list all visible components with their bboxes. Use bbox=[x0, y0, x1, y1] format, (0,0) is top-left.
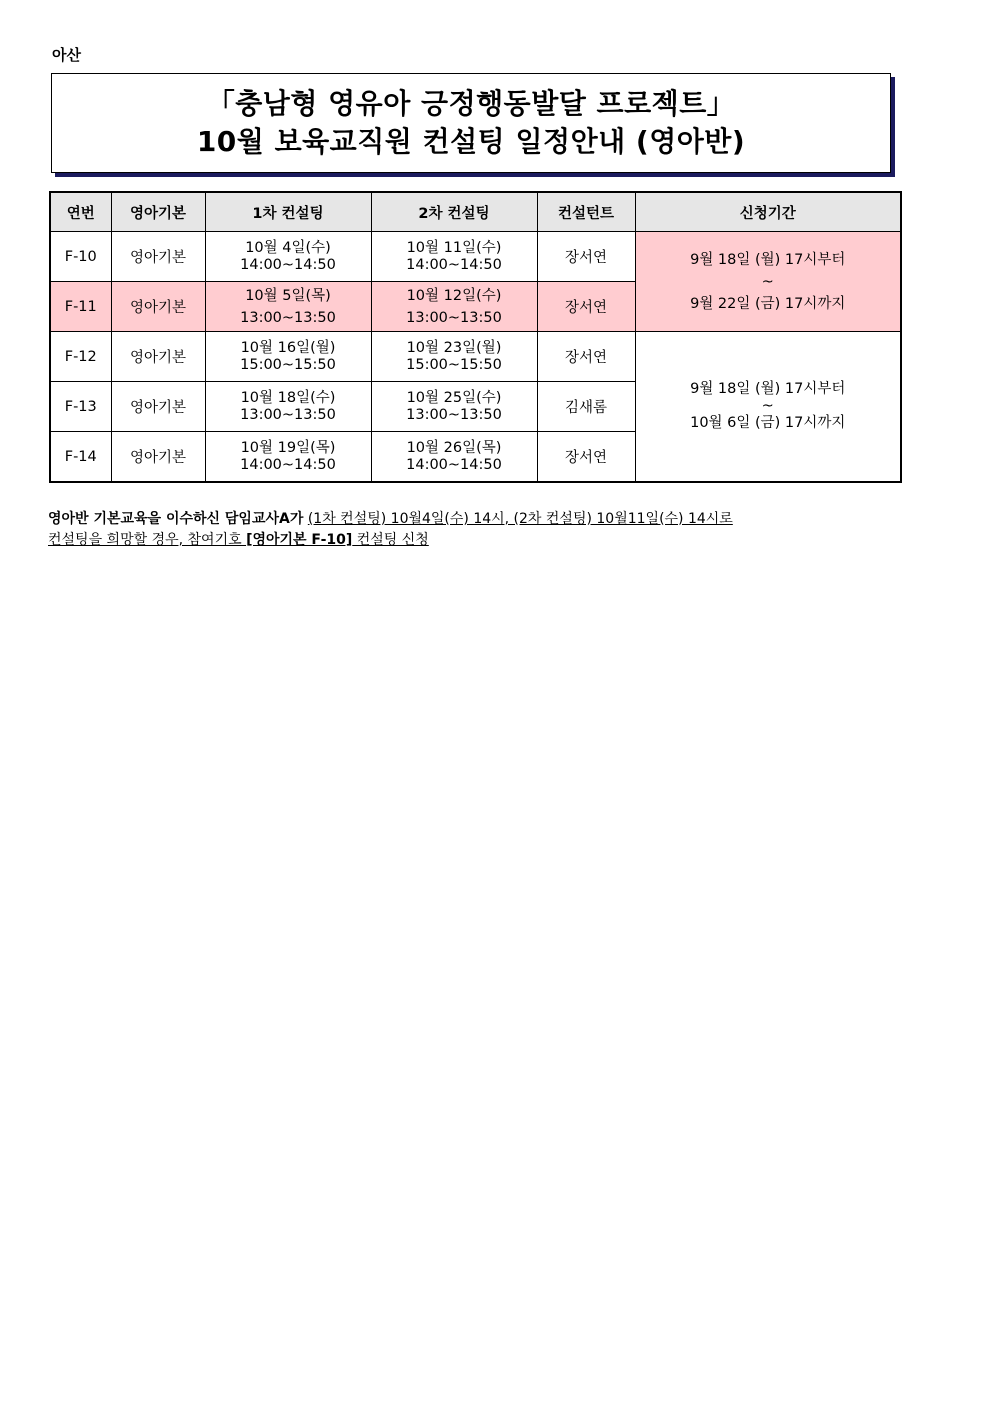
note-code: [영아기본 F-10] bbox=[246, 532, 353, 548]
cell-second bbox=[371, 382, 537, 432]
first-date: 10월 18일(수) bbox=[240, 389, 336, 406]
cell-period-2 bbox=[635, 332, 901, 483]
title-line-2: 10월 보육교직원 컨설팅 일정안내 (영아반) bbox=[196, 125, 746, 158]
header-type: 영아기본 bbox=[111, 192, 205, 232]
region-label: 아산 bbox=[52, 46, 81, 64]
cell-consultant: 장서연 bbox=[537, 332, 635, 382]
note-underlined-1: (1차 컨설팅) 10월4일(수) 14시, (2차 컨설팅) 10월11일(수) 14시로 bbox=[307, 511, 733, 527]
table-row bbox=[50, 332, 901, 382]
first-date: 10월 16일(월) bbox=[240, 339, 336, 356]
header-second: 2차 컨설팅 bbox=[371, 192, 537, 232]
cell-consultant: 김새롬 bbox=[537, 382, 635, 432]
cell-type: 영아기본 bbox=[111, 382, 205, 432]
cell-period-1 bbox=[635, 232, 901, 332]
first-date: 10월 19일(목) bbox=[240, 439, 336, 456]
cell-second bbox=[371, 332, 537, 382]
first-time: 15:00~15:50 bbox=[240, 356, 336, 373]
period-start: 9월 18일 (월) 17시부터 bbox=[690, 251, 846, 268]
cell-first bbox=[205, 382, 371, 432]
cell-no: F-12 bbox=[50, 332, 111, 382]
cell-no: F-10 bbox=[50, 232, 111, 282]
second-date: 10월 26일(목) bbox=[406, 439, 502, 456]
cell-type: 영아기본 bbox=[111, 282, 205, 332]
note-paragraph bbox=[48, 509, 928, 551]
cell-consultant: 장서연 bbox=[537, 432, 635, 483]
first-time: 13:00~13:50 bbox=[240, 309, 336, 326]
first-time: 14:00~14:50 bbox=[240, 256, 336, 273]
second-time: 15:00~15:50 bbox=[406, 356, 502, 373]
second-time: 14:00~14:50 bbox=[406, 256, 502, 273]
second-time: 13:00~13:50 bbox=[406, 406, 502, 423]
second-time: 14:00~14:50 bbox=[406, 456, 502, 473]
cell-second bbox=[371, 432, 537, 483]
cell-first bbox=[205, 332, 371, 382]
period-end: 10월 6일 (금) 17시까지 bbox=[690, 415, 846, 431]
note-underlined-2a: 컨설팅을 희망할 경우, 참여기호 bbox=[48, 532, 247, 548]
cell-first bbox=[205, 432, 371, 483]
first-date: 10월 4일(수) bbox=[245, 239, 331, 256]
cell-consultant: 장서연 bbox=[537, 232, 635, 282]
cell-no: F-14 bbox=[50, 432, 111, 483]
cell-type: 영아기본 bbox=[111, 232, 205, 282]
period-sep: ~ bbox=[761, 273, 774, 290]
second-date: 10월 11일(수) bbox=[406, 239, 502, 256]
header-period: 신청기간 bbox=[635, 192, 901, 232]
period-end: 9월 22일 (금) 17시까지 bbox=[690, 295, 846, 312]
cell-consultant: 장서연 bbox=[537, 282, 635, 332]
period-start: 9월 18일 (월) 17시부터 bbox=[690, 381, 846, 397]
first-date: 10월 5일(목) bbox=[245, 287, 331, 304]
header-consultant: 컨설턴트 bbox=[537, 192, 635, 232]
schedule-table bbox=[49, 191, 902, 483]
cell-no: F-11 bbox=[50, 282, 111, 332]
cell-first bbox=[205, 282, 371, 332]
table-row bbox=[50, 232, 901, 282]
cell-type: 영아기본 bbox=[111, 432, 205, 483]
title-box bbox=[51, 73, 891, 173]
period-sep: ~ bbox=[761, 398, 774, 414]
second-date: 10월 12일(수) bbox=[406, 287, 502, 304]
cell-first bbox=[205, 232, 371, 282]
cell-type: 영아기본 bbox=[111, 332, 205, 382]
cell-second bbox=[371, 282, 537, 332]
second-date: 10월 23일(월) bbox=[406, 339, 502, 356]
table-header-row bbox=[50, 192, 901, 232]
cell-no: F-13 bbox=[50, 382, 111, 432]
note-underlined-2c: 컨설팅 신청 bbox=[352, 532, 429, 548]
header-first: 1차 컨설팅 bbox=[205, 192, 371, 232]
header-no: 연번 bbox=[50, 192, 111, 232]
first-time: 13:00~13:50 bbox=[240, 406, 336, 423]
first-time: 14:00~14:50 bbox=[240, 456, 336, 473]
second-time: 13:00~13:50 bbox=[406, 309, 502, 326]
cell-second bbox=[371, 232, 537, 282]
second-date: 10월 25일(수) bbox=[406, 389, 502, 406]
title-line-1: 「충남형 영유아 긍정행동발달 프로젝트」 bbox=[206, 87, 736, 120]
note-bold-prefix: 영아반 기본교육을 이수하신 담임교사A가 bbox=[48, 511, 304, 527]
